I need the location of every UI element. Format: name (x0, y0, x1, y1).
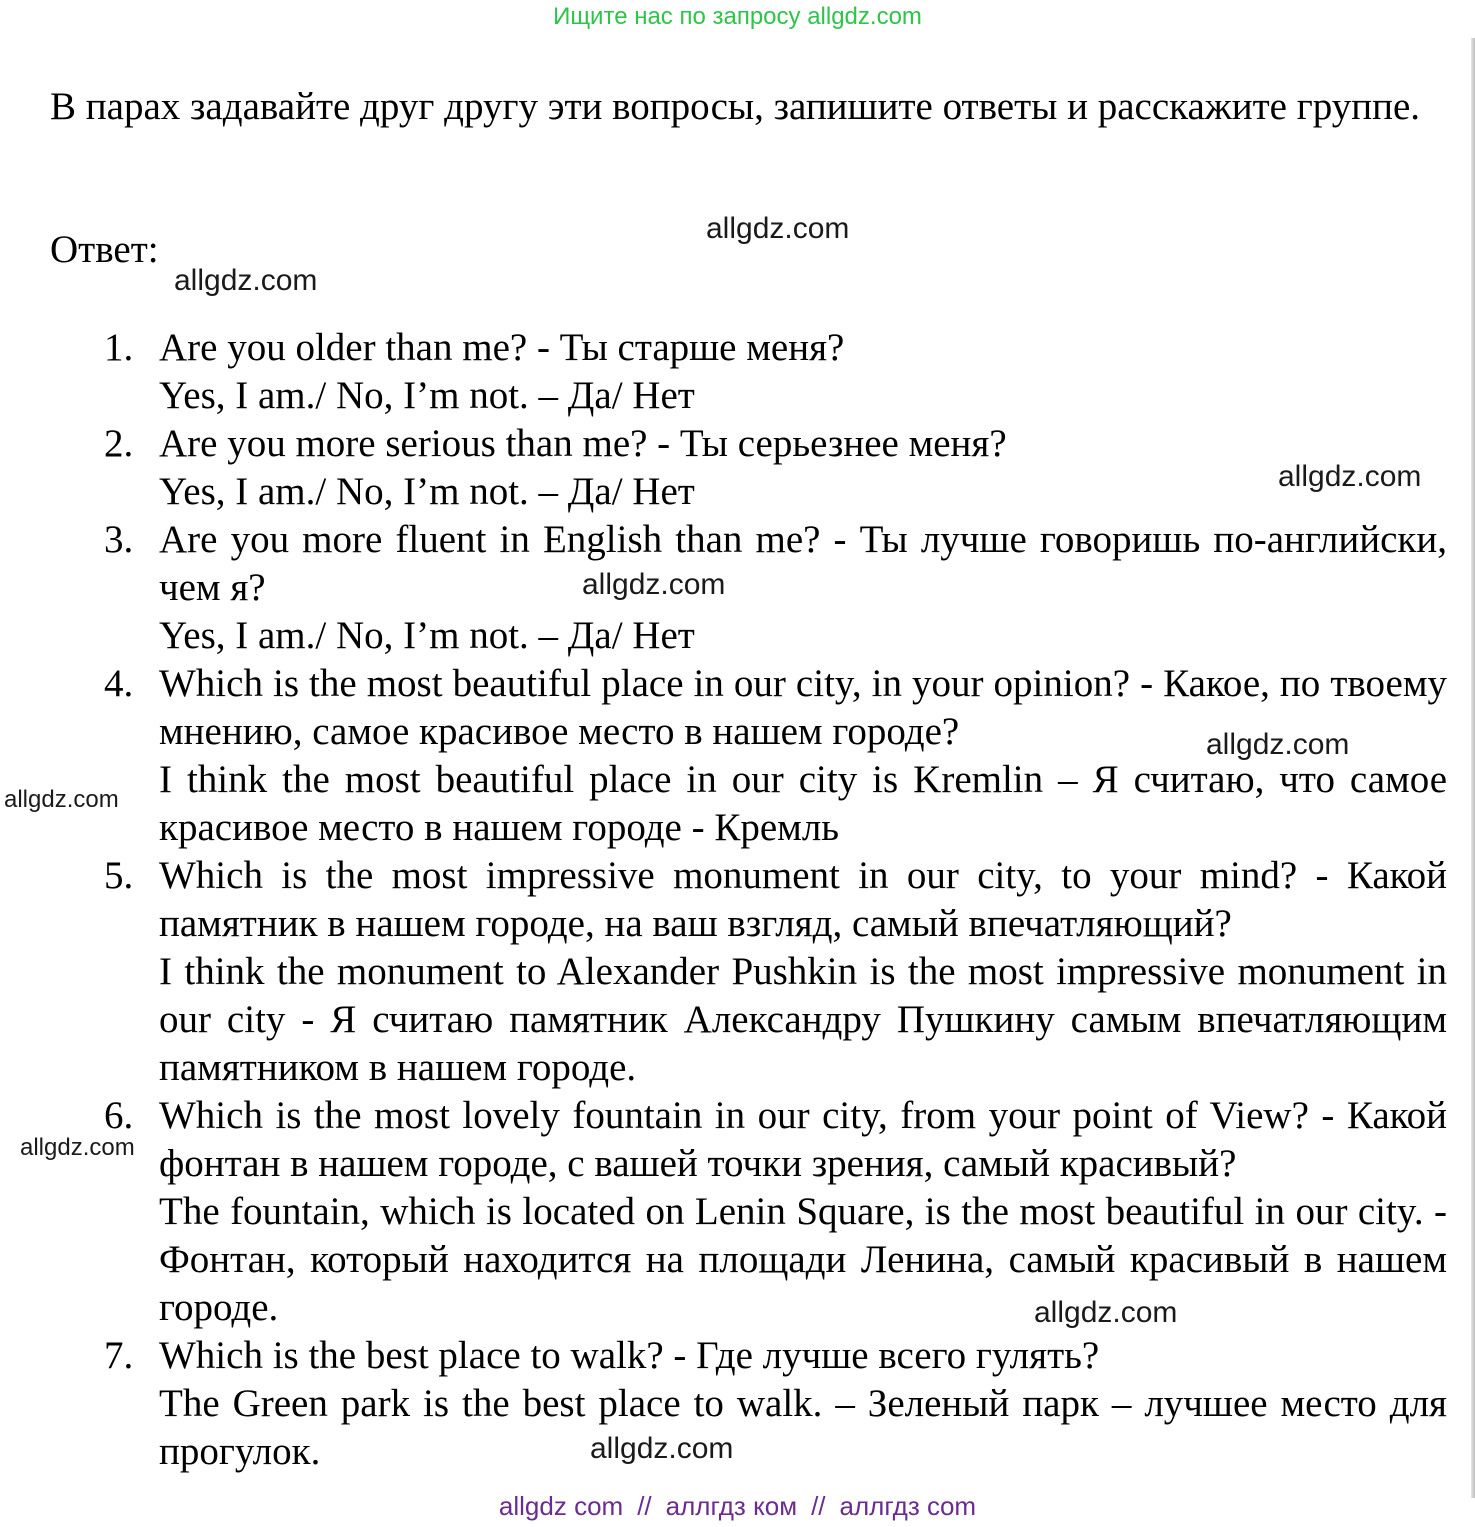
item-answer: Yes, I am./ No, I’m not. – Да/ Нет (159, 614, 695, 657)
footer-link: allgdz com (498, 1491, 624, 1521)
item-number: 4. (104, 662, 134, 705)
item-number: 6. (104, 1094, 134, 1137)
item-number: 3. (104, 518, 134, 561)
list-item (0, 420, 1447, 516)
task-instruction: В парах задавайте друг другу эти вопросы, запишите ответы и расскажите группе. (50, 85, 1421, 128)
item-answer: I think the most beautiful place in our city is Kremlin – Я считаю, что самое красивое место в нашем городе - Кремль (159, 758, 1447, 849)
item-answer: The Green park is the best place to walk. – Зеленый парк – лучшее место для прогулок. (159, 1382, 1447, 1473)
item-number: 1. (104, 326, 134, 369)
item-question: Are you more serious than me? - Ты серьезнее меня? (159, 422, 1007, 465)
watermark: allgdz.com (582, 568, 726, 601)
watermark: allgdz.com (20, 1134, 135, 1161)
item-answer: The fountain, which is located on Lenin Square, is the most beautiful in our city. - Фонтан, который находится на площади Ленина, самый красивый в нашем городе. (159, 1190, 1447, 1329)
item-answer: Yes, I am./ No, I’m not. – Да/ Нет (159, 470, 695, 513)
item-question: Which is the most beautiful place in our city, in your opinion? - Какое, по твоему мнению, самое красивое место в нашем городе? (159, 662, 1447, 753)
footer-separator: // (637, 1491, 652, 1521)
footer-separator: // (811, 1491, 826, 1521)
item-number: 7. (104, 1334, 134, 1377)
answer-list (0, 324, 1475, 1476)
item-number: 2. (104, 422, 134, 465)
item-question: Are you older than me? - Ты старше меня? (159, 326, 845, 369)
list-item (0, 324, 1447, 420)
item-question: Are you more fluent in English than me? - Ты лучше говоришь по-английски, чем я? (159, 518, 1447, 609)
footer-link: аллгдз com (839, 1491, 977, 1521)
top-banner: Ищите нас по запросу allgdz.com (553, 3, 922, 30)
watermark: allgdz.com (706, 212, 850, 245)
watermark: allgdz.com (1206, 728, 1350, 761)
item-question: Which is the most impressive monument in our city, to your mind? - Какой памятник в нашем городе, на ваш взгляд, самый впечатляющий? (159, 854, 1447, 945)
item-answer: Yes, I am./ No, I’m not. – Да/ Нет (159, 374, 695, 417)
footer-link: аллгдз ком (665, 1491, 798, 1521)
list-item (0, 852, 1447, 1092)
item-question: Which is the best place to walk? - Где лучше всего гулять? (159, 1334, 1100, 1377)
watermark: allgdz.com (590, 1432, 734, 1465)
watermark: allgdz.com (174, 264, 318, 297)
answer-label: Ответ: (50, 228, 159, 271)
footer (0, 1491, 1475, 1521)
watermark: allgdz.com (1278, 460, 1422, 493)
item-number: 5. (104, 854, 134, 897)
item-question: Which is the most lovely fountain in our city, from your point of View? - Какой фонтан в нашем городе, с вашей точки зрения, самый красивый? (159, 1094, 1447, 1185)
watermark: allgdz.com (4, 786, 119, 813)
list-item (0, 1092, 1447, 1332)
item-answer: I think the monument to Alexander Pushkin is the most impressive monument in our city - Я считаю памятник Александру Пушкину самым впечатляющим памятником в нашем городе. (159, 950, 1447, 1089)
watermark: allgdz.com (1034, 1296, 1178, 1329)
